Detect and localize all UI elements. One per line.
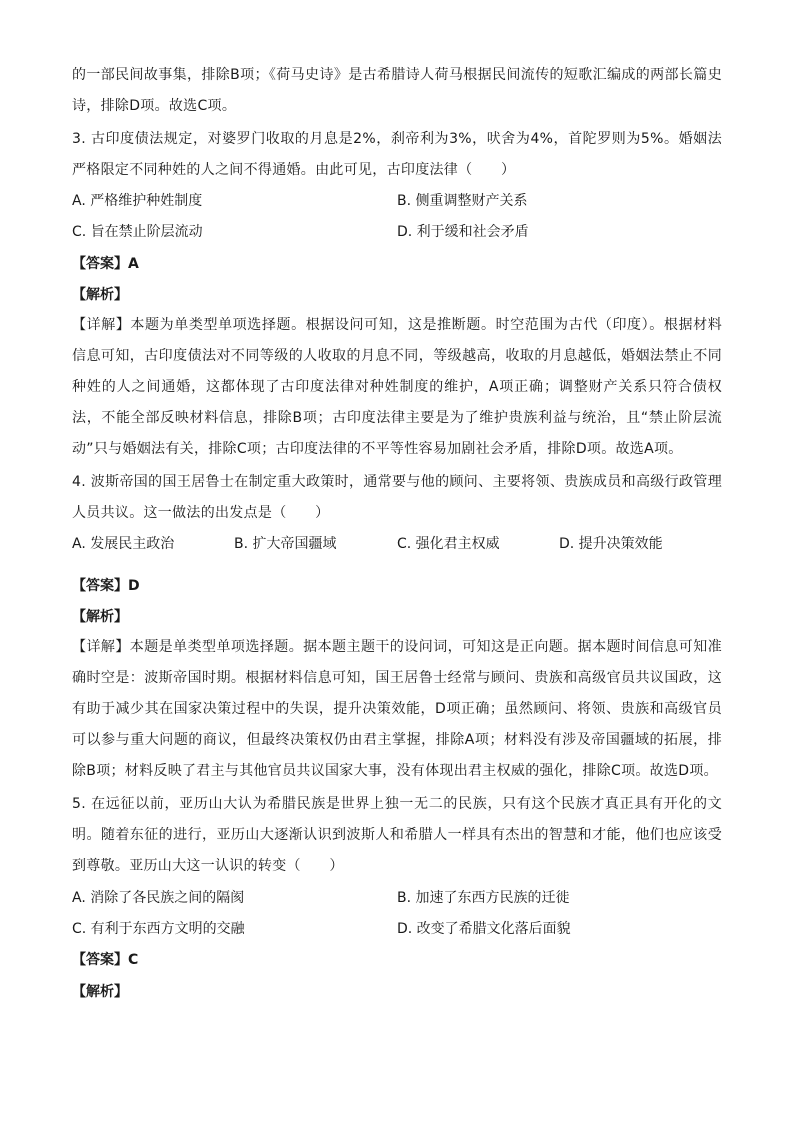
q4-analysis-label: 【解析】 — [72, 609, 128, 625]
q5-option-c: C. 有利于东西方文明的交融 — [72, 921, 245, 937]
question-3-stem: 3. 古印度债法规定，对婆罗门收取的月息是2%，刹帝利为3%，吠舍为4%，首陀罗则为5%。婚姻法严格限定不同种姓的人之间不得通婚。由此可见，古印度法律（ ） — [72, 131, 722, 178]
q4-option-c: C. 强化君主权威 — [397, 536, 500, 552]
q5-option-a: A. 消除了各民族之间的隔阂 — [72, 890, 245, 906]
q5-analysis-label: 【解析】 — [72, 984, 128, 1000]
q5-option-d: D. 改变了希腊文化落后面貌 — [397, 921, 571, 937]
q3-option-b: B. 侧重调整财产关系 — [397, 193, 528, 209]
q4-option-b: B. 扩大帝国疆域 — [234, 536, 337, 552]
q3-option-d: D. 利于缓和社会矛盾 — [397, 224, 529, 240]
q5-option-b: B. 加速了东西方民族的迁徙 — [397, 890, 570, 906]
q5-answer: 【答案】C — [72, 952, 139, 968]
continued-analysis-text: 的一部民间故事集，排除B项；《荷马史诗》是古希腊诗人荷马根据民间流传的短歌汇编成的两部长篇史诗，排除D项。故选C项。 — [72, 67, 722, 114]
q4-answer: 【答案】D — [72, 578, 140, 594]
q4-option-d: D. 提升决策效能 — [559, 536, 663, 552]
q3-option-c: C. 旨在禁止阶层流动 — [72, 224, 203, 240]
q3-option-a: A. 严格维护种姓制度 — [72, 193, 203, 209]
q3-analysis-label: 【解析】 — [72, 287, 128, 303]
question-4-stem: 4. 波斯帝国的国王居鲁士在制定重大政策时，通常要与他的顾问、主要将领、贵族成员和高级行政管理人员共议。这一做法的出发点是（ ） — [72, 474, 722, 521]
question-5-stem: 5. 在远征以前，亚历山大认为希腊民族是世界上独一无二的民族，只有这个民族才真正具有开化的文明。随着东征的进行，亚历山大逐渐认识到波斯人和希腊人一样具有杰出的智慧和才能，他们也应该受到尊敬。亚历山大这一认识的转变（ ） — [72, 796, 722, 874]
q3-answer: 【答案】A — [72, 256, 139, 272]
q4-option-a: A. 发展民主政治 — [72, 536, 175, 552]
q3-detail: 【详解】本题为单类型单项选择题。根据设问可知，这是推断题。时空范围为古代（印度）。根据材料信息可知，古印度债法对不同等级的人收取的月息不同，等级越高，收取的月息越低，婚姻法禁止不同种姓的人之间通婚，这都体现了古印度法律对种姓制度的维护，A项正确；调整财产关系只符合债权法，不能全部反映材料信息，排除B项；古印度法律主要是为了维护贵族利益与统治，且“禁止阶层流动”只与婚姻法有关，排除C项；古印度法律的不平等性容易加剧社会矛盾，排除D项。故选A项。 — [72, 317, 722, 457]
q4-detail: 【详解】本题是单类型单项选择题。据本题主题干的设问词，可知这是正向题。据本题时间信息可知准确时空是：波斯帝国时期。根据材料信息可知，国王居鲁士经常与顾问、贵族和高级官员共议国政，这有助于减少其在国家决策过程中的失误，提升决策效能，D项正确；虽然顾问、将领、贵族和高级官员可以参与重大问题的商议，但最终决策权仍由君主掌握，排除A项；材料没有涉及帝国疆域的拓展，排除B项；材料反映了君主与其他官员共议国家大事，没有体现出君主权威的强化，排除C项。故选D项。 — [72, 639, 722, 779]
